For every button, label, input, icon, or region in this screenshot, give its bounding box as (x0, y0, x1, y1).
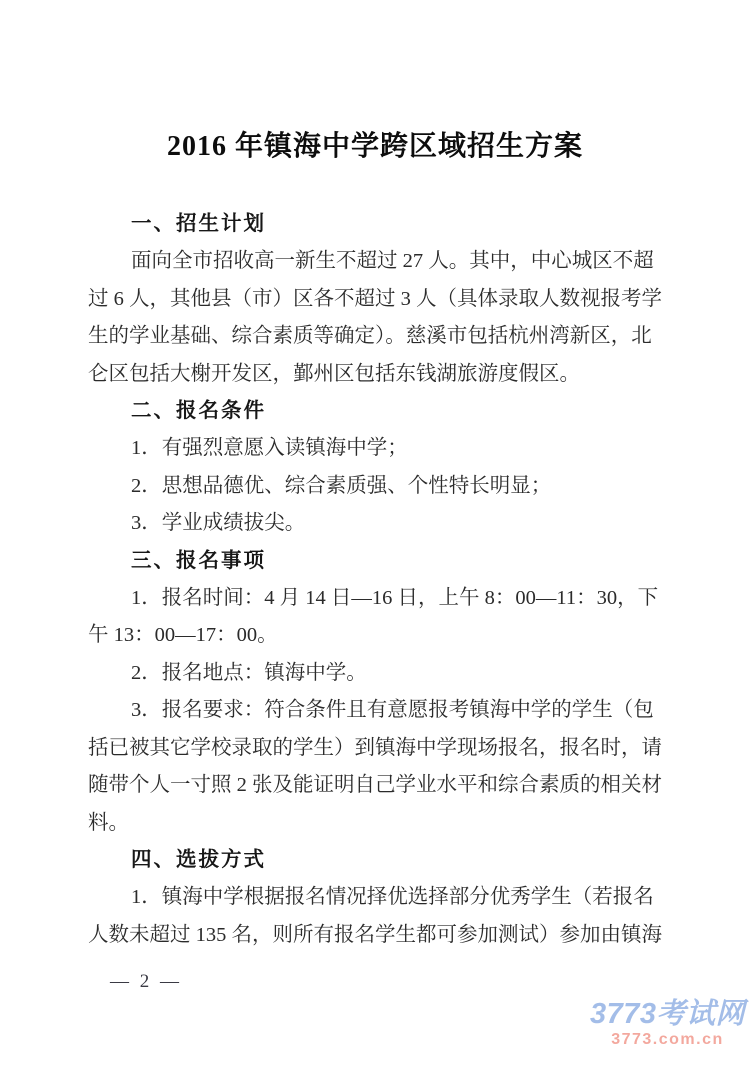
text-line: 括已被其它学校录取的学生）到镇海中学现场报名，报名时，请 (88, 736, 662, 759)
section-heading: 四、选拔方式 (131, 848, 266, 871)
text-line: 仑区包括大榭开发区，鄞州区包括东钱湖旅游度假区。 (88, 362, 580, 385)
section-heading: 一、招生计划 (131, 213, 266, 235)
text-line: 午 13：00—17：00。 (88, 624, 278, 647)
text-line: 面向全市招收高一新生不超过 27 人。其中，中心城区不超 (131, 250, 654, 273)
section-heading: 二、报名条件 (131, 400, 266, 423)
text-line: 2．思想品德优、综合素质强、个性特长明显； (131, 474, 552, 497)
watermark (590, 1000, 745, 1048)
text-line: 3．学业成绩拔尖。 (131, 512, 306, 535)
text-line: 1．有强烈意愿入读镇海中学； (131, 437, 408, 460)
watermark-site-url: 3773.com.cn (611, 1031, 724, 1048)
text-line: 3．报名要求：符合条件且有意愿报考镇海中学的学生（包 (131, 699, 654, 722)
text-line: 料。 (88, 811, 129, 834)
text-line: 生的学业基础、综合素质等确定）。慈溪市包括杭州湾新区，北 (88, 325, 652, 348)
page-number: — 2 — (110, 971, 182, 992)
text-line: 2．报名地点：镇海中学。 (131, 661, 367, 684)
watermark-site-name: 3773考试网 (589, 998, 745, 1030)
text-line: 人数未超过 135 名，则所有报名学生都可参加测试）参加由镇海 (88, 923, 662, 946)
text-line: 随带个人一寸照 2 张及能证明自己学业水平和综合素质的相关材 (88, 774, 662, 797)
text-line: 1．镇海中学根据报名情况择优选择部分优秀学生（若报名 (131, 886, 654, 909)
page-title: 2016 年镇海中学跨区域招生方案 (166, 131, 583, 162)
text-line: 过 6 人，其他县（市）区各不超过 3 人（具体录取人数视报考学 (88, 287, 662, 310)
section-heading: 三、报名事项 (131, 549, 266, 572)
text-line: 1．报名时间：4 月 14 日—16 日，上午 8：00—11：30，下 (131, 587, 659, 610)
document-body (88, 206, 662, 954)
